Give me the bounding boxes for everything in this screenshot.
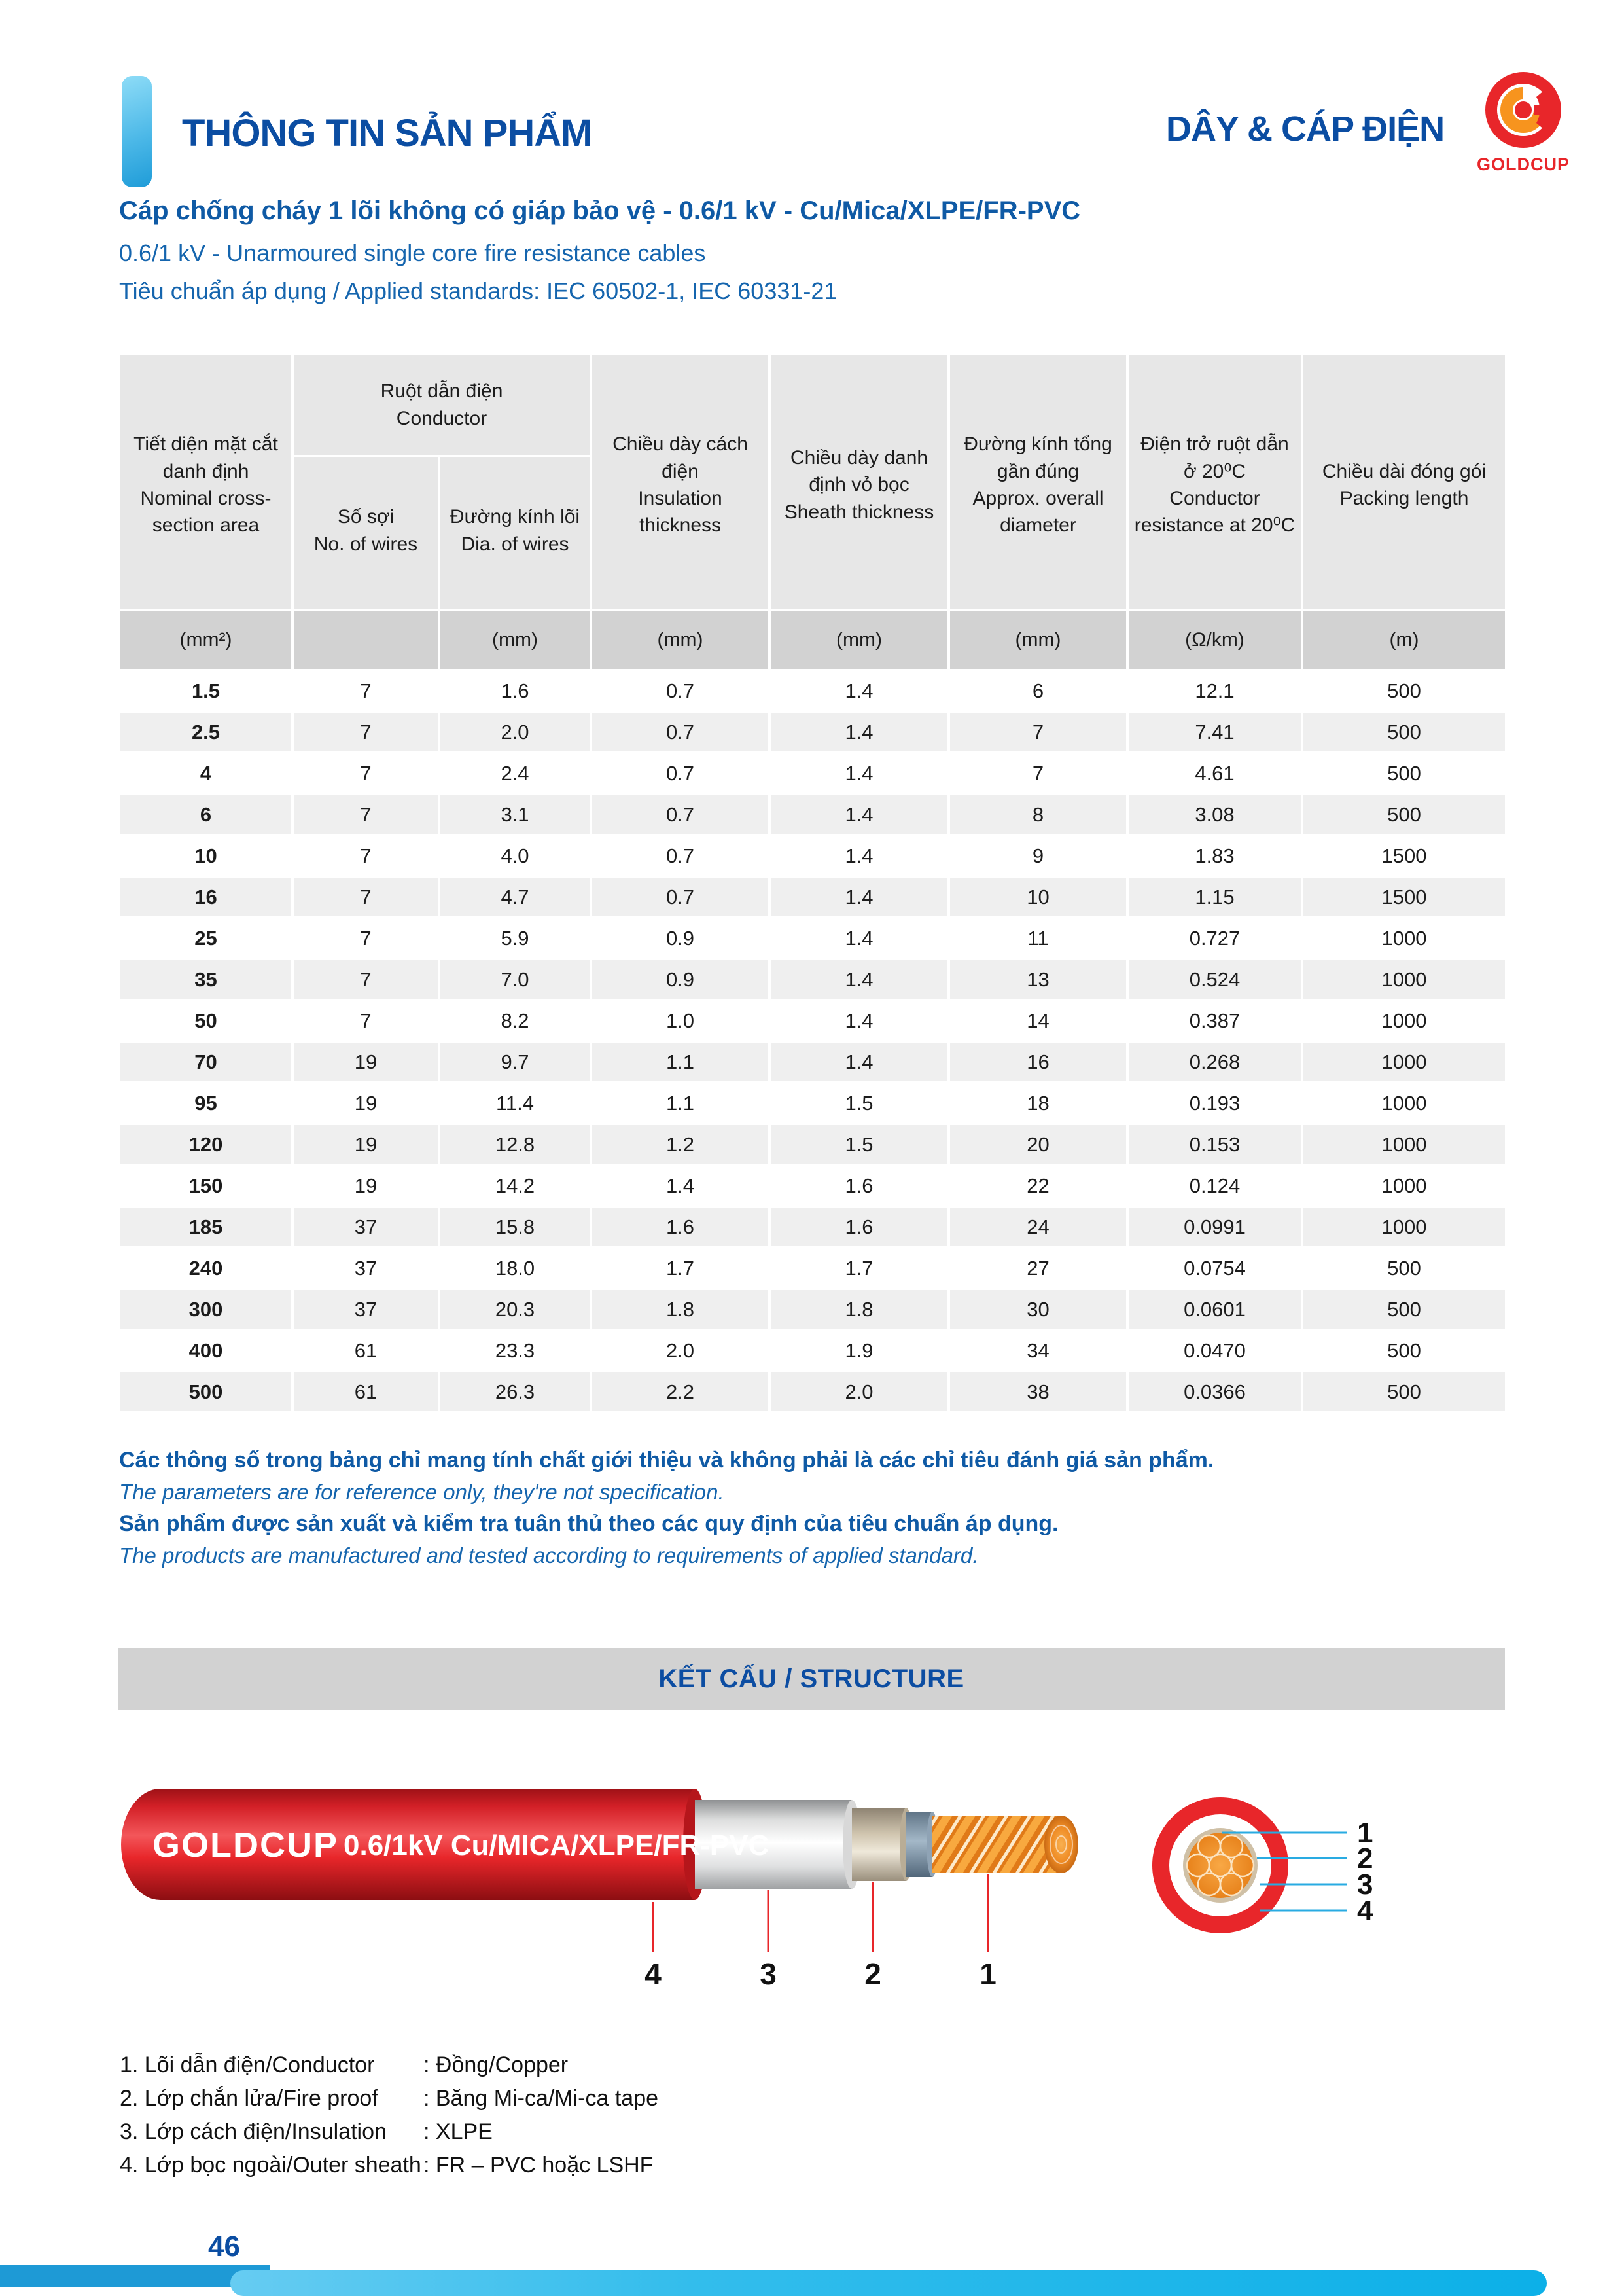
table-cell: 18 bbox=[949, 1083, 1127, 1124]
col-header-en: No. of wires bbox=[313, 533, 418, 555]
table-cell: 1500 bbox=[1302, 835, 1506, 876]
unit-cell: (mm²) bbox=[119, 610, 292, 670]
table-cell: 9 bbox=[949, 835, 1127, 876]
table-cell: 37 bbox=[292, 1206, 439, 1247]
table-cell: 1000 bbox=[1302, 1206, 1506, 1247]
table-cell: 500 bbox=[119, 1371, 292, 1412]
table-cell: 2.0 bbox=[769, 1371, 949, 1412]
table-cell: 27 bbox=[949, 1247, 1127, 1289]
table-cell: 19 bbox=[292, 1165, 439, 1206]
table-row bbox=[119, 1165, 1506, 1206]
product-subtitle: 0.6/1 kV - Unarmoured single core fire resistance cables bbox=[119, 240, 706, 266]
group-header-en: Conductor bbox=[396, 407, 487, 429]
col-header-vi: Tiết diện mặt cắt danh định bbox=[133, 433, 278, 482]
table-cell: 1.7 bbox=[769, 1247, 949, 1289]
table-cell: 400 bbox=[119, 1330, 292, 1371]
table-cell: 7 bbox=[292, 794, 439, 835]
table-cell: 1.4 bbox=[769, 711, 949, 753]
table-cell: 500 bbox=[1302, 1371, 1506, 1412]
table-cell: 0.193 bbox=[1127, 1083, 1302, 1124]
table-cell: 7 bbox=[292, 711, 439, 753]
table-cell: 1.83 bbox=[1127, 835, 1302, 876]
structure-banner bbox=[118, 1648, 1505, 1710]
col-header-diameter bbox=[949, 353, 1127, 610]
table-cell: 500 bbox=[1302, 711, 1506, 753]
table-cell: 500 bbox=[1302, 794, 1506, 835]
table-row bbox=[119, 753, 1506, 794]
table-cell: 0.7 bbox=[591, 753, 769, 794]
legend-row bbox=[120, 2082, 658, 2115]
structure-legend bbox=[120, 2049, 658, 2182]
table-cell: 22 bbox=[949, 1165, 1127, 1206]
table-cell: 7 bbox=[949, 753, 1127, 794]
category-title: DÂY & CÁP ĐIỆN bbox=[1166, 109, 1445, 149]
table-cell: 1.0 bbox=[591, 1000, 769, 1041]
table-cell: 16 bbox=[119, 876, 292, 918]
spec-table-body bbox=[119, 670, 1506, 1412]
col-header-cross-section bbox=[119, 353, 292, 610]
table-cell: 1000 bbox=[1302, 1124, 1506, 1165]
col-header-en: Sheath thickness bbox=[784, 501, 934, 523]
table-cell: 1.1 bbox=[591, 1041, 769, 1083]
table-cell: 1.4 bbox=[769, 959, 949, 1000]
table-cell: 1.4 bbox=[769, 794, 949, 835]
table-cell: 61 bbox=[292, 1371, 439, 1412]
table-cell: 7.0 bbox=[439, 959, 591, 1000]
table-cell: 19 bbox=[292, 1083, 439, 1124]
cross-label-4: 4 bbox=[1357, 1895, 1373, 1927]
table-cell: 1.4 bbox=[769, 670, 949, 711]
table-row bbox=[119, 670, 1506, 711]
cable-conductor bbox=[932, 1816, 1061, 1873]
table-cell: 0.0366 bbox=[1127, 1371, 1302, 1412]
table-cell: 3.1 bbox=[439, 794, 591, 835]
table-cell: 1.6 bbox=[769, 1206, 949, 1247]
table-cell: 2.4 bbox=[439, 753, 591, 794]
col-header-en: Nominal cross-section area bbox=[140, 488, 272, 537]
product-standards: Tiêu chuẩn áp dụng / Applied standards: IEC 60502-1, IEC 60331-21 bbox=[119, 278, 838, 304]
table-cell: 50 bbox=[119, 1000, 292, 1041]
goldcup-logo-icon bbox=[1471, 65, 1576, 180]
table-cell: 1.6 bbox=[439, 670, 591, 711]
table-cell: 0.7 bbox=[591, 794, 769, 835]
units-row bbox=[119, 610, 1506, 670]
table-cell: 26.3 bbox=[439, 1371, 591, 1412]
table-cell: 120 bbox=[119, 1124, 292, 1165]
table-cell: 7 bbox=[949, 711, 1127, 753]
table-cell: 20 bbox=[949, 1124, 1127, 1165]
table-cell: 1000 bbox=[1302, 1041, 1506, 1083]
table-cell: 2.0 bbox=[591, 1330, 769, 1371]
notes bbox=[119, 1448, 1506, 1575]
col-header-resistance bbox=[1127, 353, 1302, 610]
table-cell: 0.268 bbox=[1127, 1041, 1302, 1083]
table-cell: 19 bbox=[292, 1041, 439, 1083]
table-cell: 1.5 bbox=[769, 1083, 949, 1124]
table-row bbox=[119, 876, 1506, 918]
table-cell: 7 bbox=[292, 835, 439, 876]
table-cell: 24 bbox=[949, 1206, 1127, 1247]
table-row bbox=[119, 1371, 1506, 1412]
table-cell: 0.0754 bbox=[1127, 1247, 1302, 1289]
page-number: 46 bbox=[208, 2231, 240, 2263]
table-cell: 4.0 bbox=[439, 835, 591, 876]
table-cell: 1.4 bbox=[769, 835, 949, 876]
table-cell: 7 bbox=[292, 753, 439, 794]
structure-banner-label: KẾT CẤU / STRUCTURE bbox=[658, 1664, 964, 1693]
table-cell: 1.4 bbox=[591, 1165, 769, 1206]
col-header-vi: Chiều dài đóng gói bbox=[1322, 460, 1487, 482]
col-header-en: Packing length bbox=[1339, 488, 1469, 509]
table-cell: 1500 bbox=[1302, 876, 1506, 918]
table-cell: 61 bbox=[292, 1330, 439, 1371]
unit-cell: (Ω/km) bbox=[1127, 610, 1302, 670]
table-cell: 7 bbox=[292, 670, 439, 711]
table-cell: 150 bbox=[119, 1165, 292, 1206]
table-cell: 20.3 bbox=[439, 1289, 591, 1330]
goldcup-logo-text: GOLDCUP bbox=[1477, 154, 1570, 174]
unit-cell bbox=[292, 610, 439, 670]
table-cell: 30 bbox=[949, 1289, 1127, 1330]
table-cell: 500 bbox=[1302, 670, 1506, 711]
col-header-conductor-group bbox=[292, 353, 591, 456]
table-cell: 1000 bbox=[1302, 1083, 1506, 1124]
table-cell: 7.41 bbox=[1127, 711, 1302, 753]
table-cell: 1.6 bbox=[769, 1165, 949, 1206]
table-cell: 2.5 bbox=[119, 711, 292, 753]
callout-number-3: 3 bbox=[760, 1957, 777, 1991]
table-cell: 3.08 bbox=[1127, 794, 1302, 835]
table-cell: 0.387 bbox=[1127, 1000, 1302, 1041]
table-cell: 7 bbox=[292, 959, 439, 1000]
table-cell: 0.727 bbox=[1127, 918, 1302, 959]
table-row bbox=[119, 918, 1506, 959]
table-cell: 11.4 bbox=[439, 1083, 591, 1124]
footer-bar-dark bbox=[0, 2265, 270, 2287]
unit-cell: (m) bbox=[1302, 610, 1506, 670]
table-cell: 240 bbox=[119, 1247, 292, 1289]
col-header-vi: Đường kính lõi bbox=[450, 506, 580, 528]
footer-bar-light bbox=[230, 2270, 1547, 2296]
table-cell: 35 bbox=[119, 959, 292, 1000]
table-row bbox=[119, 1000, 1506, 1041]
cable-brand-text: GOLDCUP bbox=[152, 1825, 338, 1865]
table-row bbox=[119, 1083, 1506, 1124]
table-cell: 1.4 bbox=[769, 753, 949, 794]
table-cell: 1.4 bbox=[769, 876, 949, 918]
table-cell: 7 bbox=[292, 918, 439, 959]
table-cell: 6 bbox=[119, 794, 292, 835]
table-cell: 1.1 bbox=[591, 1083, 769, 1124]
legend-name: 1. Lõi dẫn điện/Conductor bbox=[120, 2053, 375, 2077]
accent-bar bbox=[122, 76, 152, 187]
table-cell: 7 bbox=[292, 876, 439, 918]
table-cell: 16 bbox=[949, 1041, 1127, 1083]
unit-cell: (mm) bbox=[769, 610, 949, 670]
table-cell: 0.7 bbox=[591, 711, 769, 753]
table-cell: 1.5 bbox=[119, 670, 292, 711]
table-cell: 0.9 bbox=[591, 959, 769, 1000]
table-row bbox=[119, 1124, 1506, 1165]
col-header-vi: Đường kính tổng gần đúng bbox=[964, 433, 1112, 482]
table-cell: 23.3 bbox=[439, 1330, 591, 1371]
table-cell: 34 bbox=[949, 1330, 1127, 1371]
table-cell: 37 bbox=[292, 1247, 439, 1289]
table-cell: 11 bbox=[949, 918, 1127, 959]
col-header-en: Conductor resistance at 20⁰C bbox=[1134, 488, 1296, 537]
goldcup-logo bbox=[1471, 65, 1576, 180]
table-cell: 8.2 bbox=[439, 1000, 591, 1041]
table-cell: 1.7 bbox=[591, 1247, 769, 1289]
table-cell: 18.0 bbox=[439, 1247, 591, 1289]
legend-name: 3. Lớp cách điện/Insulation bbox=[120, 2119, 387, 2144]
table-cell: 1.15 bbox=[1127, 876, 1302, 918]
table-cell: 70 bbox=[119, 1041, 292, 1083]
callout-number-4: 4 bbox=[644, 1957, 662, 1991]
table-row bbox=[119, 1041, 1506, 1083]
cross-section-diagram bbox=[1139, 1779, 1505, 1969]
callout-number-1: 1 bbox=[980, 1957, 997, 1991]
table-cell: 9.7 bbox=[439, 1041, 591, 1083]
legend-row bbox=[120, 2115, 658, 2149]
note-line: The products are manufactured and tested according to requirements of applied standard. bbox=[119, 1543, 979, 1568]
table-cell: 1.8 bbox=[769, 1289, 949, 1330]
table-cell: 500 bbox=[1302, 1247, 1506, 1289]
table-row bbox=[119, 1289, 1506, 1330]
table-row bbox=[119, 1206, 1506, 1247]
table-row bbox=[119, 1330, 1506, 1371]
table-cell: 4.7 bbox=[439, 876, 591, 918]
table-cell: 6 bbox=[949, 670, 1127, 711]
cable-mica-tape bbox=[852, 1808, 906, 1881]
unit-cell: (mm) bbox=[949, 610, 1127, 670]
table-cell: 95 bbox=[119, 1083, 292, 1124]
table-cell: 1.8 bbox=[591, 1289, 769, 1330]
table-cell: 12.8 bbox=[439, 1124, 591, 1165]
table-cell: 0.7 bbox=[591, 876, 769, 918]
table-cell: 4 bbox=[119, 753, 292, 794]
table-cell: 37 bbox=[292, 1289, 439, 1330]
table-row bbox=[119, 794, 1506, 835]
table-cell: 14 bbox=[949, 1000, 1127, 1041]
table-cell: 0.153 bbox=[1127, 1124, 1302, 1165]
table-cell: 8 bbox=[949, 794, 1127, 835]
note-line: The parameters are for reference only, they're not specification. bbox=[119, 1480, 724, 1504]
page-title: THÔNG TIN SẢN PHẨM bbox=[182, 112, 592, 154]
legend-name: 2. Lớp chắn lửa/Fire proof bbox=[120, 2086, 378, 2111]
note-line: Sản phẩm được sản xuất và kiểm tra tuân thủ theo các quy định của tiêu chuẩn áp dụng. bbox=[119, 1511, 1059, 1536]
unit-cell: (mm) bbox=[591, 610, 769, 670]
group-header-vi: Ruột dẫn điện bbox=[380, 380, 503, 403]
cross-label-1: 1 bbox=[1357, 1817, 1373, 1849]
table-cell: 1000 bbox=[1302, 959, 1506, 1000]
table-cell: 0.0991 bbox=[1127, 1206, 1302, 1247]
table-cell: 7 bbox=[292, 1000, 439, 1041]
product-title: Cáp chống cháy 1 lõi không có giáp bảo vệ - 0.6/1 kV - Cu/Mica/XLPE/FR-PVC bbox=[119, 196, 1081, 225]
table-cell: 5.9 bbox=[439, 918, 591, 959]
table-cell: 1000 bbox=[1302, 918, 1506, 959]
legend-value: : FR – PVC hoặc LSHF bbox=[423, 2153, 654, 2178]
table-cell: 14.2 bbox=[439, 1165, 591, 1206]
table-cell: 300 bbox=[119, 1289, 292, 1330]
table-cell: 25 bbox=[119, 918, 292, 959]
unit-cell: (mm) bbox=[439, 610, 591, 670]
table-cell: 0.524 bbox=[1127, 959, 1302, 1000]
table-cell: 0.7 bbox=[591, 835, 769, 876]
table-cell: 500 bbox=[1302, 1289, 1506, 1330]
table-cell: 0.7 bbox=[591, 670, 769, 711]
col-header-vi: Số sợi bbox=[337, 506, 395, 528]
col-header-insulation bbox=[591, 353, 769, 610]
table-cell: 185 bbox=[119, 1206, 292, 1247]
callout-number-2: 2 bbox=[864, 1957, 881, 1991]
cable-illustration bbox=[121, 1761, 1103, 2036]
note-line: Các thông số trong bảng chỉ mang tính chất giới thiệu và không phải là các chỉ tiêu đánh giá sản phẩm. bbox=[119, 1448, 1214, 1473]
col-header-no-of-wires bbox=[292, 456, 439, 610]
legend-value: : Đồng/Copper bbox=[423, 2053, 569, 2077]
table-cell: 1.9 bbox=[769, 1330, 949, 1371]
table-cell: 1.4 bbox=[769, 1000, 949, 1041]
legend-row bbox=[120, 2149, 658, 2182]
table-cell: 0.0470 bbox=[1127, 1330, 1302, 1371]
table-row bbox=[119, 711, 1506, 753]
table-cell: 2.0 bbox=[439, 711, 591, 753]
table-cell: 38 bbox=[949, 1371, 1127, 1412]
col-header-packing bbox=[1302, 353, 1506, 610]
col-header-en: Insulation thickness bbox=[638, 488, 722, 537]
table-cell: 1.4 bbox=[769, 1041, 949, 1083]
col-header-sheath bbox=[769, 353, 949, 610]
table-row bbox=[119, 1247, 1506, 1289]
table-cell: 12.1 bbox=[1127, 670, 1302, 711]
table-cell: 1.6 bbox=[591, 1206, 769, 1247]
table-cell: 10 bbox=[119, 835, 292, 876]
table-row bbox=[119, 835, 1506, 876]
table-cell: 0.124 bbox=[1127, 1165, 1302, 1206]
table-cell: 500 bbox=[1302, 1330, 1506, 1371]
legend-row bbox=[120, 2049, 658, 2082]
legend-value: : XLPE bbox=[423, 2119, 493, 2144]
cross-label-2: 2 bbox=[1357, 1842, 1373, 1874]
table-cell: 1.2 bbox=[591, 1124, 769, 1165]
table-cell: 1000 bbox=[1302, 1000, 1506, 1041]
legend-name: 4. Lớp bọc ngoài/Outer sheath bbox=[120, 2153, 421, 2178]
col-header-en: Dia. of wires bbox=[461, 533, 569, 555]
table-cell: 0.9 bbox=[591, 918, 769, 959]
table-cell: 1000 bbox=[1302, 1165, 1506, 1206]
col-header-dia-of-wires bbox=[439, 456, 591, 610]
table-cell: 500 bbox=[1302, 753, 1506, 794]
table-cell: 10 bbox=[949, 876, 1127, 918]
cross-label-3: 3 bbox=[1357, 1869, 1373, 1901]
table-cell: 19 bbox=[292, 1124, 439, 1165]
table-cell: 4.61 bbox=[1127, 753, 1302, 794]
table-row bbox=[119, 959, 1506, 1000]
col-header-en: Approx. overall diameter bbox=[972, 488, 1104, 537]
col-header-vi: Chiều dày cách điện bbox=[612, 433, 748, 482]
col-header-vi: Chiều dày danh định vỏ bọc bbox=[790, 446, 928, 496]
table-cell: 2.2 bbox=[591, 1371, 769, 1412]
table-cell: 1.4 bbox=[769, 918, 949, 959]
legend-value: : Băng Mi-ca/Mi-ca tape bbox=[423, 2086, 659, 2111]
col-header-vi: Điện trở ruột dẫn ở 20⁰C bbox=[1140, 433, 1289, 482]
table-cell: 0.0601 bbox=[1127, 1289, 1302, 1330]
table-cell: 1.5 bbox=[769, 1124, 949, 1165]
table-cell: 13 bbox=[949, 959, 1127, 1000]
cable-marking-text: 0.6/1kV Cu/MICA/XLPE/FR-PVC bbox=[344, 1829, 769, 1861]
spec-table bbox=[118, 352, 1505, 1414]
table-cell: 15.8 bbox=[439, 1206, 591, 1247]
